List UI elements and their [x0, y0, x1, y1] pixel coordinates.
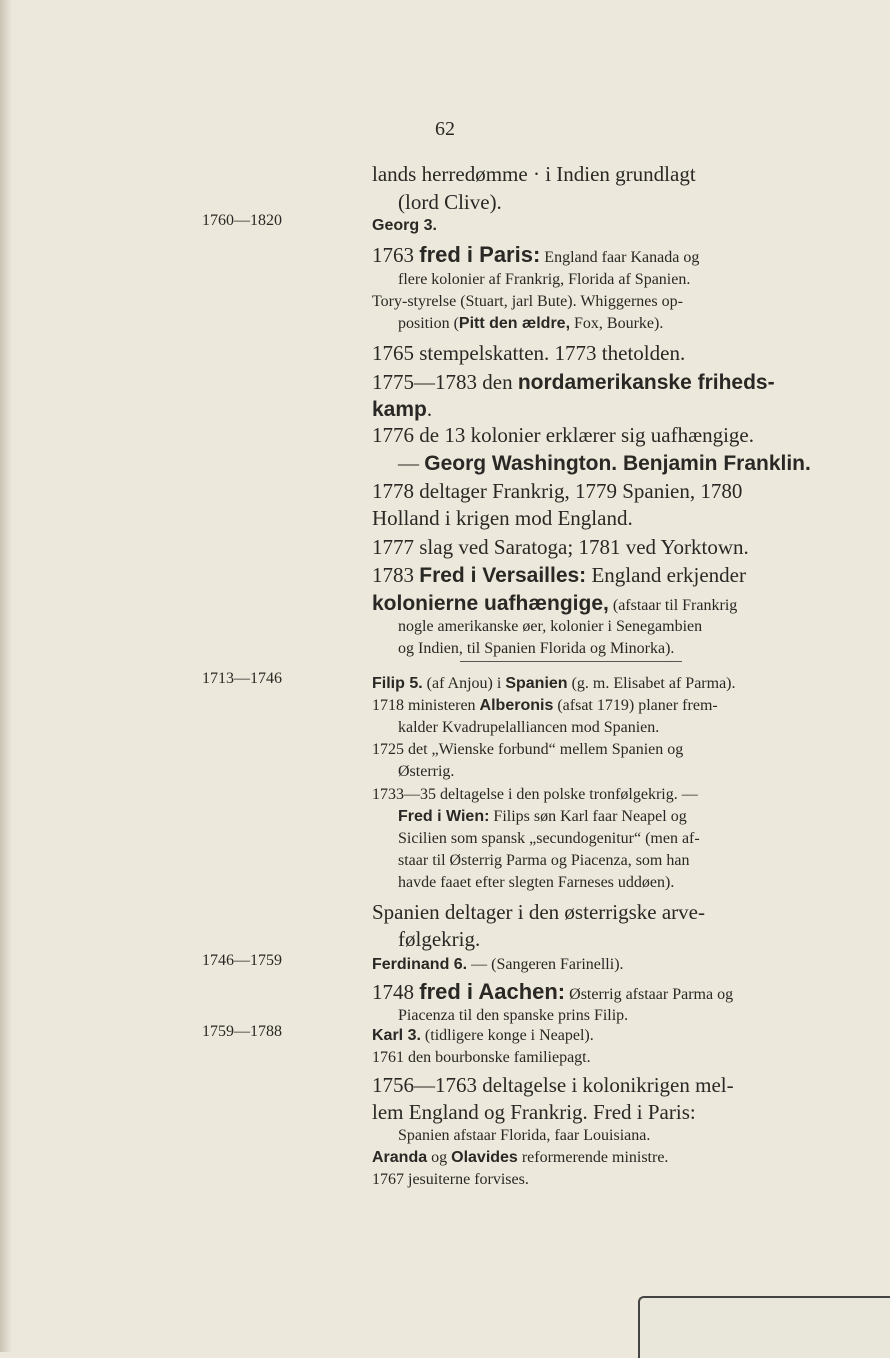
text-line: havde faaet efter slegten Farneses uddøen).	[398, 874, 675, 891]
text-line: position (Pitt den ældre, Fox, Bourke).	[398, 315, 664, 332]
text-line: nogle amerikanske øer, kolonier i Senegambien	[398, 618, 703, 635]
text-line: 1733—35 deltagelse i den polske tronfølgekrig. —	[372, 786, 698, 803]
text-line: 1763 fred i Paris: England faar Kanada og	[372, 242, 700, 267]
text-line: 1748 fred i Aachen: Østerrig afstaar Parma og	[372, 979, 734, 1004]
text-line: lem England og Frankrig. Fred i Paris:	[372, 1100, 696, 1124]
page-number: 62	[435, 118, 455, 140]
page-edge-shadow	[0, 0, 12, 1352]
text-line: kalder Kvadrupelalliancen mod Spanien.	[398, 719, 660, 736]
text-line: Filip 5. (af Anjou) i Spanien (g. m. Elisabet af Parma).	[372, 675, 736, 692]
text-line: 1718 ministeren Alberonis (afsat 1719) planer frem-	[372, 697, 718, 714]
text-line: — Georg Washington. Benjamin Franklin.	[398, 451, 811, 475]
text-line: Ferdinand 6. — (Sangeren Farinelli).	[372, 956, 624, 973]
text-line: (lord Clive).	[398, 190, 502, 214]
text-line: 1777 slag ved Saratoga; 1781 ved Yorktown.	[372, 535, 749, 559]
text-line: 1761 den bourbonske familiepagt.	[372, 1049, 591, 1066]
year-range-karl-3: 1759—1788	[202, 1023, 282, 1040]
text-line: Spanien deltager i den østerrigske arve-	[372, 900, 705, 924]
text-line: 1767 jesuiterne forvises.	[372, 1171, 529, 1188]
text-line: Holland i krigen mod England.	[372, 506, 633, 530]
text-line: 1725 det „Wienske forbund“ mellem Spanien og	[372, 741, 684, 758]
text-line: Spanien afstaar Florida, faar Louisiana.	[398, 1127, 651, 1144]
text-line: 1775—1783 den nordamerikanske friheds-	[372, 370, 775, 394]
year-range-georg-3: 1760—1820	[202, 212, 282, 229]
text-line: Fred i Wien: Filips søn Karl faar Neapel og	[398, 808, 687, 825]
text-line: kamp.	[372, 397, 433, 421]
text-line: Østerrig.	[398, 763, 455, 780]
paper-tab	[638, 1296, 890, 1358]
text-line: Aranda og Olavides reformerende ministre.	[372, 1149, 669, 1166]
text-line: 1765 stempelskatten. 1773 thetolden.	[372, 341, 686, 365]
text-line: flere kolonier af Frankrig, Florida af Spanien.	[398, 271, 691, 288]
text-line: kolonierne uafhængige, (afstaar til Frankrig	[372, 592, 738, 615]
year-range-filip-5: 1713—1746	[202, 670, 282, 687]
section-divider	[460, 661, 682, 662]
text-line: og Indien, til Spanien Florida og Minorka).	[398, 640, 675, 657]
text-line: Karl 3. (tidligere konge i Neapel).	[372, 1027, 594, 1044]
text-line: Georg 3.	[372, 217, 437, 234]
text-line: 1778 deltager Frankrig, 1779 Spanien, 1780	[372, 479, 743, 503]
text-line: 1776 de 13 kolonier erklærer sig uafhængige.	[372, 423, 754, 447]
text-line: 1783 Fred i Versailles: England erkjender	[372, 563, 746, 587]
text-line: Tory-styrelse (Stuart, jarl Bute). Whiggernes op-	[372, 293, 683, 310]
text-line: Piacenza til den spanske prins Filip.	[398, 1007, 629, 1024]
text-line: lands herredømme · i Indien grundlagt	[372, 162, 696, 186]
text-line: Sicilien som spansk „secundogenitur“ (men af-	[398, 830, 700, 847]
year-range-ferdinand-6: 1746—1759	[202, 952, 282, 969]
text-line: følgekrig.	[398, 927, 481, 951]
text-line: 1756—1763 deltagelse i kolonikrigen mel-	[372, 1073, 734, 1097]
text-line: staar til Østerrig Parma og Piacenza, som han	[398, 852, 690, 869]
